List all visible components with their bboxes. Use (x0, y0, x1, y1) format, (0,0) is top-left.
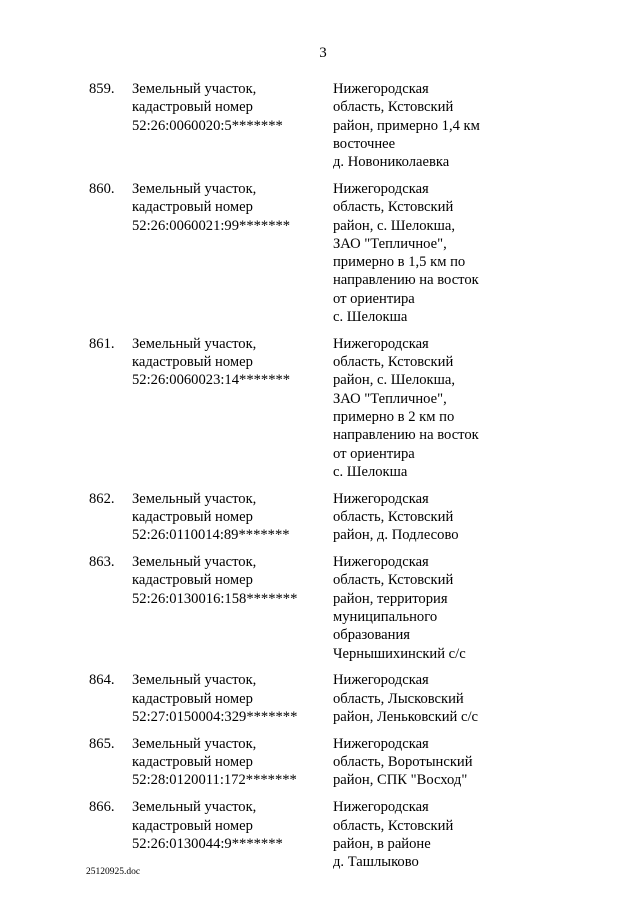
location-line: д. Ташлыково (333, 854, 419, 871)
entry-number: 861. (89, 335, 115, 352)
object-line: кадастровый номер (132, 199, 253, 216)
location-line: восточнее (333, 135, 396, 152)
entry-object (132, 180, 322, 235)
object-line: Земельный участок, (132, 672, 257, 689)
location-line: район, Леньковский с/с (333, 709, 479, 726)
object-line: Земельный участок, (132, 335, 257, 352)
location-line: д. Новониколаевка (333, 154, 450, 171)
location-line: от ориентира (333, 445, 415, 462)
location-line: область, Кстовский (333, 199, 454, 216)
entry-object (132, 798, 322, 853)
location-line: район, СПК "Восход" (333, 772, 468, 789)
location-line: направлению на восток (333, 427, 479, 444)
object-line: 52:26:0060021:99******* (132, 217, 291, 234)
object-line: 52:27:0150004:329******* (132, 709, 298, 726)
location-line: район, с. Шелокша, (333, 372, 455, 389)
object-line: Земельный участок, (132, 81, 257, 97)
entry-object (132, 490, 322, 545)
object-line: 52:26:0130016:158******* (132, 590, 298, 607)
footer-filename: 25120925.doc (86, 867, 141, 877)
object-line: кадастровый номер (132, 572, 253, 589)
entry-number: 860. (89, 181, 115, 197)
location-line: Нижегородская (333, 672, 429, 689)
object-line: кадастровый номер (132, 690, 253, 707)
entry-number: 862. (89, 490, 115, 507)
entry-location (333, 798, 533, 871)
object-line: кадастровый номер (132, 509, 253, 526)
location-line: Нижегородская (333, 735, 429, 752)
entry-row (0, 80, 640, 172)
entry-number: 865. (89, 735, 115, 752)
object-line: 52:26:0060023:14******* (132, 372, 291, 389)
object-line: 52:26:0060020:5******* (132, 117, 283, 134)
entries-list (0, 80, 640, 880)
object-line: 52:28:0120011:172******* (132, 772, 297, 789)
entry-object (132, 553, 322, 608)
entry-location (333, 180, 533, 326)
object-line: Земельный участок, (132, 181, 257, 197)
location-line: направлению на восток (333, 272, 479, 289)
location-line: район, примерно 1,4 км (333, 117, 480, 134)
entry-location (333, 735, 533, 790)
location-line: область, Кстовский (333, 354, 454, 371)
object-line: Земельный участок, (132, 554, 257, 571)
location-line: муниципального (333, 609, 438, 626)
location-line: район, территория (333, 590, 448, 607)
entry-row (0, 798, 640, 871)
entry-location (333, 80, 533, 171)
entry-row (0, 180, 640, 326)
location-line: область, Кстовский (333, 99, 454, 116)
location-line: Нижегородская (333, 181, 429, 197)
entry-row (0, 671, 640, 726)
location-line: ЗАО "Тепличное", (333, 235, 447, 252)
entry-row (0, 735, 640, 790)
location-line: район, д. Подлесово (333, 527, 459, 544)
entry-object (132, 735, 322, 790)
object-line: Земельный участок, (132, 490, 257, 507)
object-line: кадастровый номер (132, 99, 253, 116)
entry-location (333, 553, 533, 663)
entry-object (132, 671, 322, 726)
location-line: ЗАО "Тепличное", (333, 390, 447, 407)
location-line: область, Лысковский (333, 690, 464, 707)
entry-object (132, 335, 322, 390)
location-line: Нижегородская (333, 335, 429, 352)
entry-location (333, 671, 533, 726)
entry-row (0, 553, 640, 663)
object-line: 52:26:0110014:89******* (132, 527, 290, 544)
entry-number: 859. (89, 81, 115, 97)
location-line: образования (333, 627, 410, 644)
object-line: кадастровый номер (132, 817, 253, 834)
object-line: 52:26:0130044:9******* (132, 835, 283, 852)
page-number: 3 (319, 45, 327, 61)
location-line: область, Кстовский (333, 509, 454, 526)
location-line: Нижегородская (333, 554, 429, 571)
entry-row (0, 335, 640, 481)
location-line: с. Шелокша (333, 309, 408, 326)
object-line: Земельный участок, (132, 735, 257, 752)
object-line: кадастровый номер (132, 754, 253, 771)
location-line: область, Воротынский (333, 754, 473, 771)
object-line: кадастровый номер (132, 354, 253, 371)
entry-object (132, 80, 322, 135)
entry-location (333, 490, 533, 545)
entry-number: 863. (89, 554, 115, 571)
location-line: район, в районе (333, 835, 431, 852)
location-line: от ориентира (333, 290, 415, 307)
location-line: Нижегородская (333, 81, 429, 97)
entry-number: 864. (89, 672, 115, 689)
location-line: область, Кстовский (333, 572, 454, 589)
location-line: область, Кстовский (333, 817, 454, 834)
location-line: примерно в 2 км по (333, 409, 455, 426)
object-line: Земельный участок, (132, 799, 257, 816)
entry-number: 866. (89, 799, 115, 816)
location-line: примерно в 1,5 км по (333, 254, 466, 271)
location-line: Нижегородская (333, 799, 429, 816)
location-line: район, с. Шелокша, (333, 217, 455, 234)
location-line: с. Шелокша (333, 463, 408, 480)
location-line: Нижегородская (333, 490, 429, 507)
location-line: Чернышихинский с/с (333, 645, 466, 662)
entry-location (333, 335, 533, 481)
entry-row (0, 490, 640, 545)
